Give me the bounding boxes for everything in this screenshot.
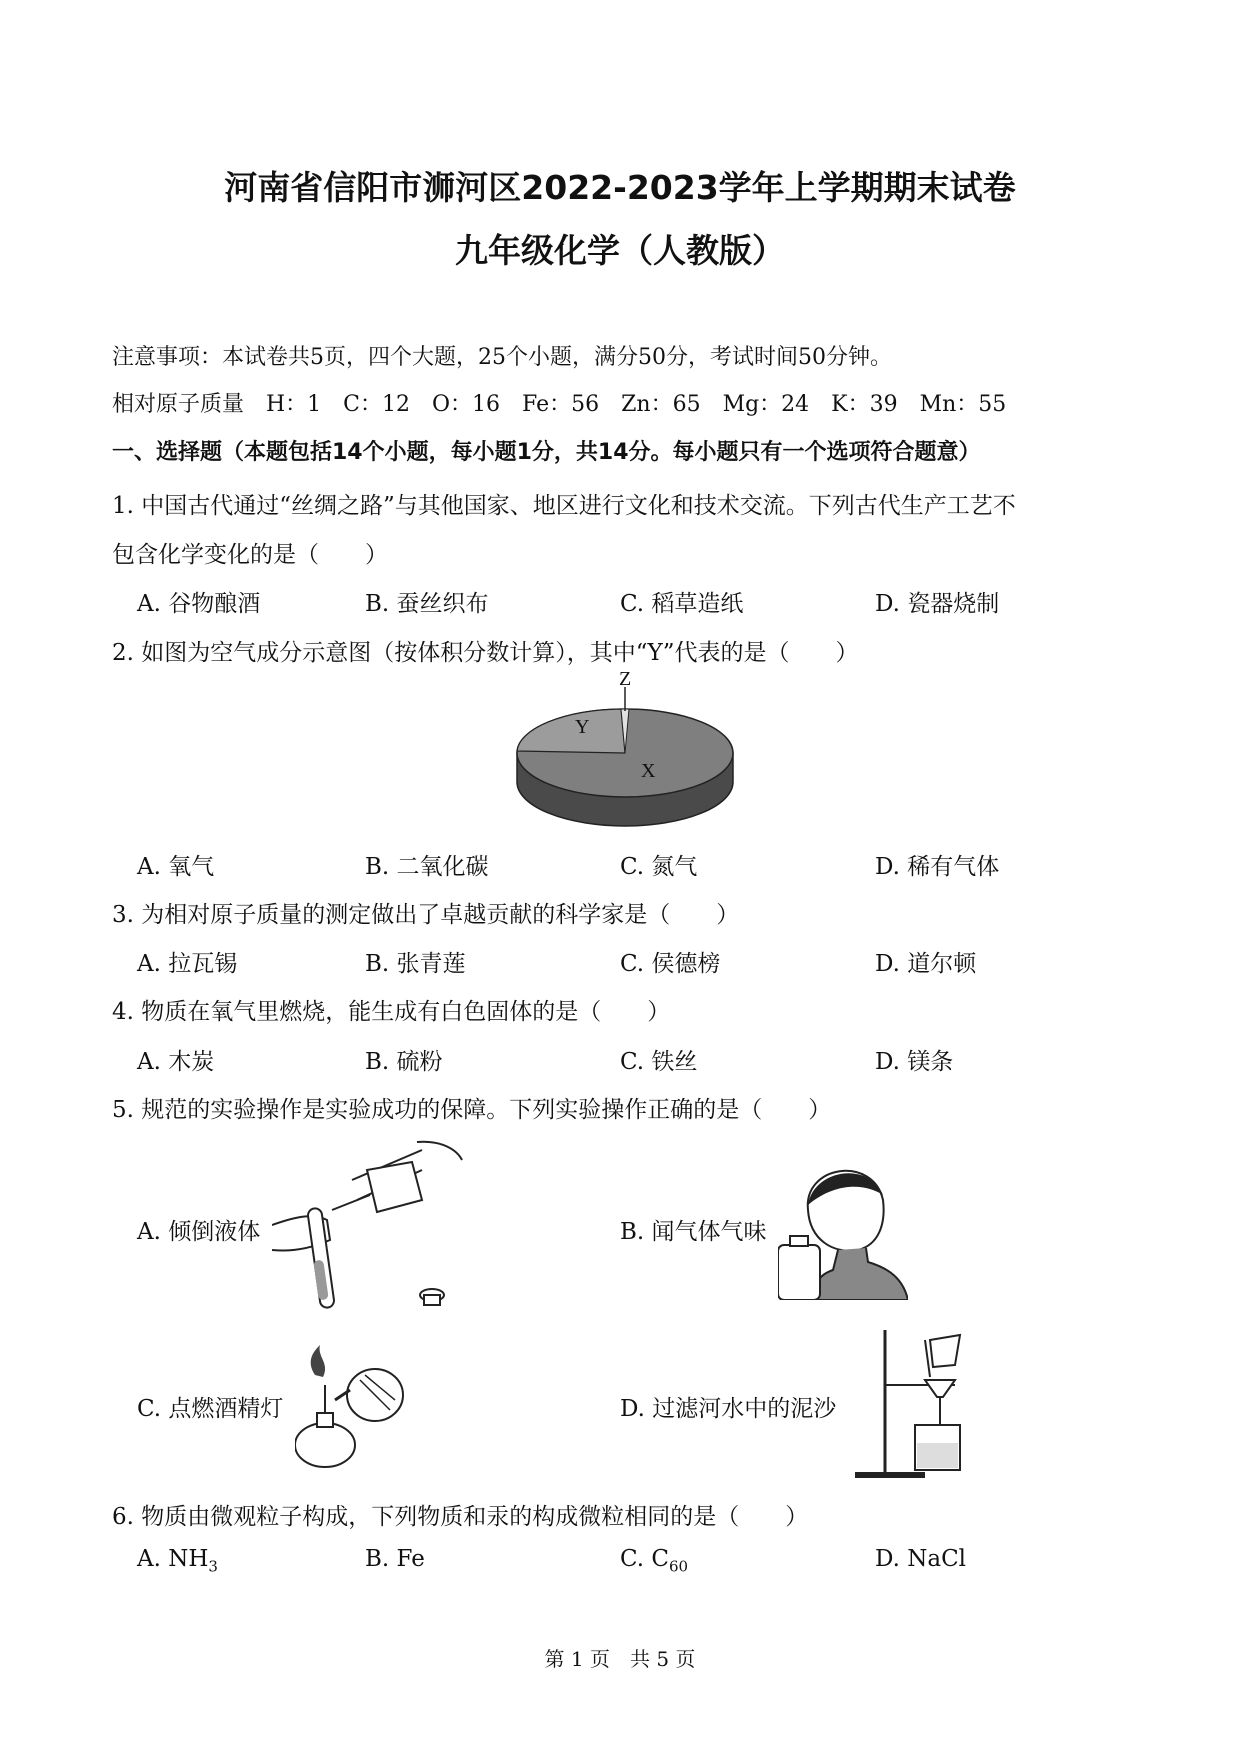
question-4-option-d: D. 镁条	[875, 1049, 954, 1075]
pie-label-z: Z	[619, 668, 632, 690]
section-heading: 一、选择题（本题包括14个小题，每小题1分，共14分。每小题只有一个选项符合题意）	[112, 440, 981, 465]
question-3-option-b: B. 张青莲	[365, 951, 466, 977]
question-5-option-a: A. 倾倒液体	[137, 1219, 261, 1245]
question-1-option-c: C. 稻草造纸	[620, 591, 744, 617]
pie-label-x: X	[641, 760, 656, 782]
question-2-option-c: C. 氮气	[620, 854, 698, 880]
question-1-option-b: B. 蚕丝织布	[365, 591, 489, 617]
question-1-stem-cont: 包含化学变化的是（ ）	[112, 542, 388, 568]
question-3-option-a: A. 拉瓦锡	[137, 951, 238, 977]
page-title: 河南省信阳市浉河区2022-2023学年上学期期末试卷	[224, 168, 1016, 207]
alcohol-lamp-illustration	[295, 1345, 410, 1470]
page-subtitle: 九年级化学（人教版）	[455, 231, 785, 270]
atomic-masses: 相对原子质量 H：1 C：12 O：16 Fe：56 Zn：65 Mg：24 K：39 Mn：55	[112, 392, 1007, 417]
question-4-option-b: B. 硫粉	[365, 1049, 443, 1075]
question-6-option-b-text: B. Fe	[365, 1546, 425, 1572]
question-2-option-d: D. 稀有气体	[875, 854, 1000, 880]
question-5-option-b: B. 闻气体气味	[620, 1219, 767, 1245]
question-6-option-d	[875, 1546, 966, 1572]
question-3-option-d: D. 道尔顿	[875, 951, 977, 977]
question-3-option-c: C. 侯德榜	[620, 951, 721, 977]
question-3-stem: 3. 为相对原子质量的测定做出了卓越贡献的科学家是（ ）	[112, 902, 740, 928]
filtration-illustration	[855, 1325, 965, 1480]
question-5-option-d: D. 过滤河水中的泥沙	[620, 1396, 837, 1422]
question-6-option-d-text: D. NaCl	[875, 1546, 967, 1572]
pouring-liquid-illustration	[272, 1140, 472, 1315]
smelling-gas-illustration	[778, 1150, 908, 1300]
question-2-option-b: B. 二氧化碳	[365, 854, 489, 880]
question-6-option-c-sub: 60	[669, 1557, 689, 1576]
question-1-stem: 1. 中国古代通过“丝绸之路”与其他国家、地区进行文化和技术交流。下列古代生产工艺不	[112, 493, 1016, 519]
question-1-option-d: D. 瓷器烧制	[875, 591, 1000, 617]
question-4-option-a: A. 木炭	[137, 1049, 215, 1075]
question-6-option-b	[365, 1546, 425, 1572]
question-4-stem: 4. 物质在氧气里燃烧，能生成有白色固体的是（ ）	[112, 999, 671, 1025]
question-6-option-a	[137, 1546, 218, 1576]
question-2-option-a: A. 氧气	[137, 854, 215, 880]
question-5-stem: 5. 规范的实验操作是实验成功的保障。下列实验操作正确的是（ ）	[112, 1097, 832, 1123]
question-2-stem: 2. 如图为空气成分示意图（按体积分数计算），其中“Y”代表的是（ ）	[112, 640, 859, 666]
air-composition-pie-figure	[505, 665, 745, 840]
question-6-stem: 6. 物质由微观粒子构成，下列物质和汞的构成微粒相同的是（ ）	[112, 1504, 809, 1530]
question-6-option-a-sub: 3	[208, 1557, 218, 1576]
question-4-option-c: C. 铁丝	[620, 1049, 698, 1075]
question-5-option-c: C. 点燃酒精灯	[137, 1396, 284, 1422]
exam-instructions: 注意事项：本试卷共5页，四个大题，25个小题，满分50分，考试时间50分钟。	[112, 345, 892, 370]
question-6-option-c	[620, 1546, 688, 1576]
question-1-option-a: A. 谷物酿酒	[137, 591, 261, 617]
question-6-option-c-text: C. C	[620, 1546, 669, 1572]
pie-label-y: Y	[575, 716, 590, 738]
page-number: 第 1 页 共 5 页	[544, 1647, 696, 1671]
question-6-option-a-text: A. NH	[137, 1546, 209, 1572]
